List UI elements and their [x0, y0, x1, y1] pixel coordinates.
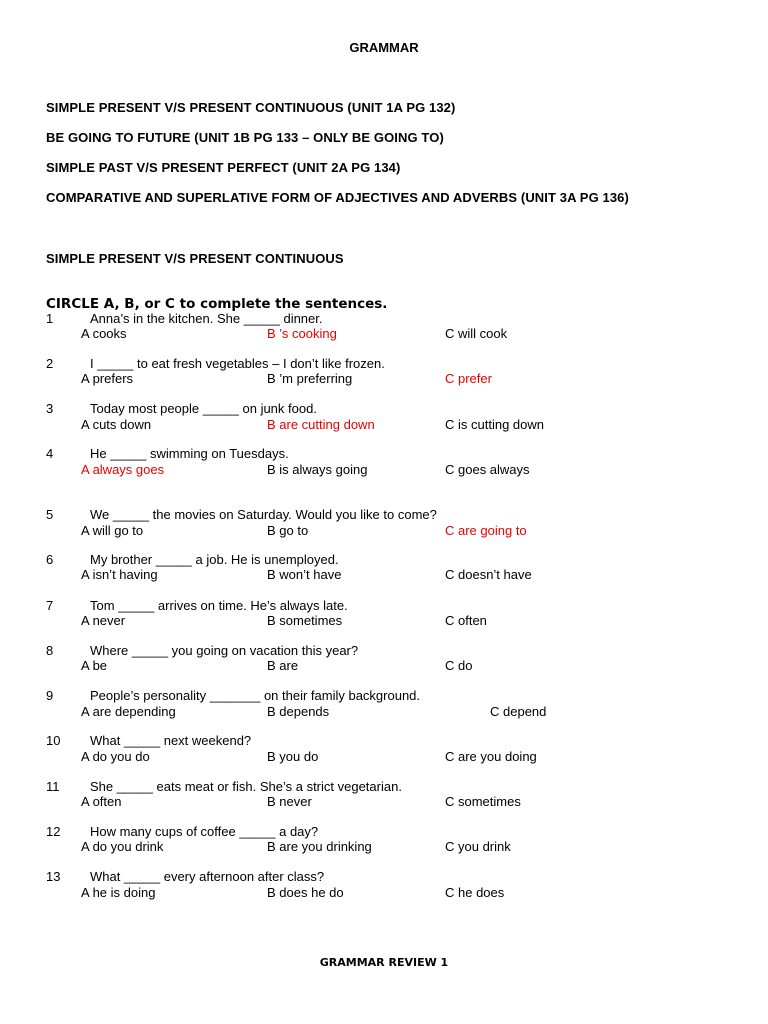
question-number: 6 — [46, 552, 54, 567]
question-number: 7 — [46, 598, 54, 613]
question-text: What _____ every afternoon after class? — [90, 869, 325, 884]
option-a[interactable]: A do you do — [81, 749, 150, 764]
topic-line: SIMPLE PRESENT V/S PRESENT CONTINUOUS (UNIT 1A PG 132) — [46, 100, 456, 115]
option-c[interactable]: C you drink — [445, 839, 511, 854]
section-heading: SIMPLE PRESENT V/S PRESENT CONTINUOUS — [46, 251, 344, 266]
option-a[interactable]: A never — [81, 613, 126, 628]
option-b[interactable]: B you do — [267, 749, 319, 764]
topic-line: SIMPLE PAST V/S PRESENT PERFECT (UNIT 2A PG 134) — [46, 160, 401, 175]
option-c[interactable]: C is cutting down — [445, 417, 544, 432]
option-b[interactable]: B never — [267, 794, 312, 809]
question-number: 1 — [46, 311, 54, 326]
question-text: What _____ next weekend? — [90, 733, 252, 748]
option-c[interactable]: C will cook — [445, 326, 508, 341]
question-text: How many cups of coffee _____ a day? — [90, 824, 319, 839]
option-b[interactable]: B depends — [267, 704, 330, 719]
question-number: 12 — [46, 824, 61, 839]
option-b[interactable]: B ’s cooking — [267, 326, 337, 341]
question-number: 13 — [46, 869, 61, 884]
question-number: 9 — [46, 688, 54, 703]
question-text: Today most people _____ on junk food. — [90, 401, 317, 416]
option-a[interactable]: A often — [81, 794, 122, 809]
question-text: Anna’s in the kitchen. She _____ dinner. — [90, 311, 323, 326]
option-c[interactable]: C depend — [490, 704, 547, 719]
question-text: I _____ to eat fresh vegetables – I don’t like frozen. — [90, 356, 385, 371]
option-a[interactable]: A he is doing — [81, 885, 156, 900]
option-c[interactable]: C often — [445, 613, 487, 628]
question-number: 4 — [46, 446, 54, 461]
question-text: Tom _____ arrives on time. He’s always late. — [90, 598, 348, 613]
question-text: She _____ eats meat or fish. She’s a strict vegetarian. — [90, 779, 402, 794]
option-b[interactable]: B won’t have — [267, 567, 342, 582]
question-number: 5 — [46, 507, 54, 522]
question-number: 3 — [46, 401, 54, 416]
option-a[interactable]: A cuts down — [81, 417, 152, 432]
instruction: CIRCLE A, B, or C to complete the sentences. — [46, 296, 388, 312]
question-number: 2 — [46, 356, 54, 371]
option-c[interactable]: C doesn’t have — [445, 567, 532, 582]
option-b[interactable]: B ’m preferring — [267, 371, 353, 386]
option-c[interactable]: C prefer — [445, 371, 492, 386]
option-a[interactable]: A are depending — [81, 704, 176, 719]
option-b[interactable]: B is always going — [267, 462, 368, 477]
page-title: GRAMMAR — [349, 40, 419, 55]
question-number: 8 — [46, 643, 54, 658]
question-text: People’s personality _______ on their family background. — [90, 688, 421, 703]
question-text: He _____ swimming on Tuesdays. — [90, 446, 289, 461]
question-text: My brother _____ a job. He is unemployed. — [90, 552, 339, 567]
option-a[interactable]: A cooks — [81, 326, 127, 341]
option-a[interactable]: A isn’t having — [81, 567, 158, 582]
option-c[interactable]: C goes always — [445, 462, 530, 477]
topic-line: COMPARATIVE AND SUPERLATIVE FORM OF ADJECTIVES AND ADVERBS (UNIT 3A PG 136) — [46, 190, 629, 205]
page-footer: GRAMMAR REVIEW 1 — [319, 956, 449, 969]
option-a[interactable]: A will go to — [81, 523, 144, 538]
option-a[interactable]: A be — [81, 658, 108, 673]
option-c[interactable]: C are going to — [445, 523, 527, 538]
option-c[interactable]: C he does — [445, 885, 505, 900]
option-b[interactable]: B does he do — [267, 885, 344, 900]
question-number: 11 — [46, 779, 60, 794]
option-c[interactable]: C do — [445, 658, 473, 673]
option-b[interactable]: B go to — [267, 523, 309, 538]
question-text: Where _____ you going on vacation this year? — [90, 643, 359, 658]
option-a[interactable]: A always goes — [81, 462, 165, 477]
option-c[interactable]: C sometimes — [445, 794, 521, 809]
topic-line: BE GOING TO FUTURE (UNIT 1B PG 133 – ONLY BE GOING TO) — [46, 130, 444, 145]
question-number: 10 — [46, 733, 61, 748]
option-b[interactable]: B are you drinking — [267, 839, 372, 854]
question-text: We _____ the movies on Saturday. Would you like to come? — [90, 507, 437, 522]
option-a[interactable]: A prefers — [81, 371, 134, 386]
option-b[interactable]: B are — [267, 658, 299, 673]
option-b[interactable]: B sometimes — [267, 613, 343, 628]
option-a[interactable]: A do you drink — [81, 839, 164, 854]
option-b[interactable]: B are cutting down — [267, 417, 375, 432]
option-c[interactable]: C are you doing — [445, 749, 537, 764]
